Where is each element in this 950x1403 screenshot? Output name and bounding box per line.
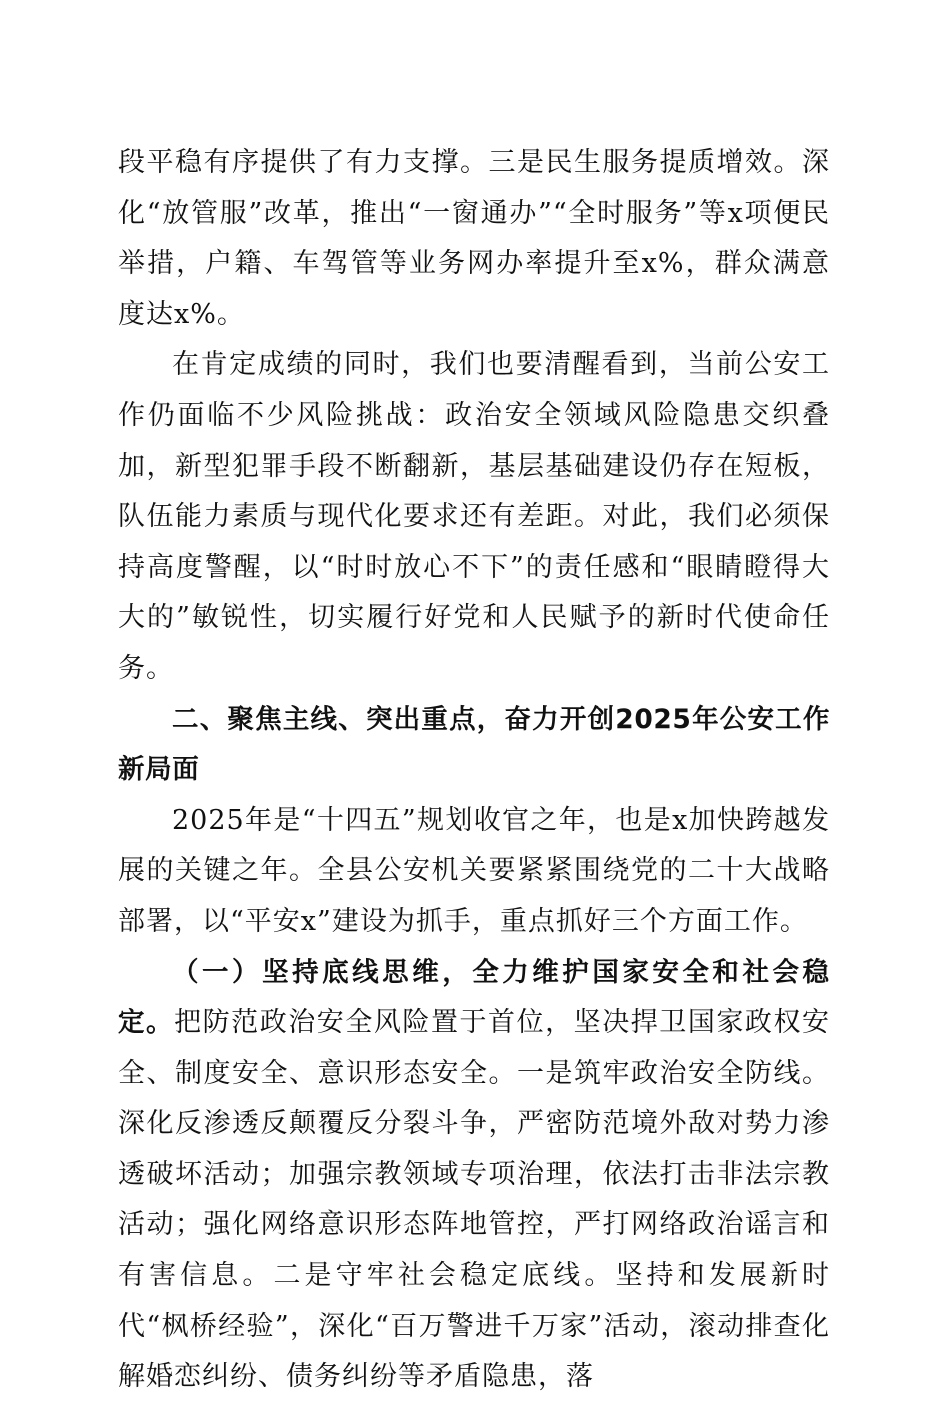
paragraph-risk-challenges: 在肯定成绩的同时，我们也要清醒看到，当前公安工作仍面临不少风险挑战：政治安全领域风险隐患交织叠加，新型犯罪手段不断翻新，基层基础建设仍存在短板，队伍能力素质与现代化要求还有差距。对此，我们必须保持高度警醒，以“时时放心不下”的责任感和“眼睛瞪得大大的”敏锐性，切实履行好党和人民赋予的新时代使命任务。 bbox=[118, 349, 830, 684]
section-heading: 二、聚焦主线、突出重点，奋力开创2025年公安工作新局面 bbox=[118, 703, 830, 786]
subsection-lead: （一）坚持底线思维，全力维护国家安全和社会稳定。 bbox=[118, 956, 830, 1039]
paragraph-2025-overview: 2025年是“十四五”规划收官之年，也是x加快跨越发展的关键之年。全县公安机关要紧紧围绕党的二十大战略部署，以“平安x”建设为抓手，重点抓好三个方面工作。 bbox=[118, 804, 830, 937]
paragraph-continued: 段平稳有序提供了有力支撑。三是民生服务提质增效。深化“放管服”改革，推出“一窗通办”“全时服务”等x项便民举措，户籍、车驾管等业务网办率提升至x%，群众满意度达x%。 bbox=[118, 147, 830, 330]
subsection-body: 把防范政治安全风险置于首位，坚决捍卫国家政权安全、制度安全、意识形态安全。一是筑牢政治安全防线。深化反渗透反颠覆反分裂斗争，严密防范境外敌对势力渗透破坏活动；加强宗教领域专项治理，依法打击非法宗教活动；强化网络意识形态阵地管控，严打网络政治谣言和有害信息。二是守牢社会稳定底线。坚持和发展新时代“枫桥经验”，深化“百万警进千万家”活动，滚动排查化解婚恋纠纷、债务纠纷等矛盾隐患，落 bbox=[118, 1007, 831, 1393]
paragraph-national-security bbox=[118, 948, 830, 1403]
document-body bbox=[118, 138, 830, 1403]
